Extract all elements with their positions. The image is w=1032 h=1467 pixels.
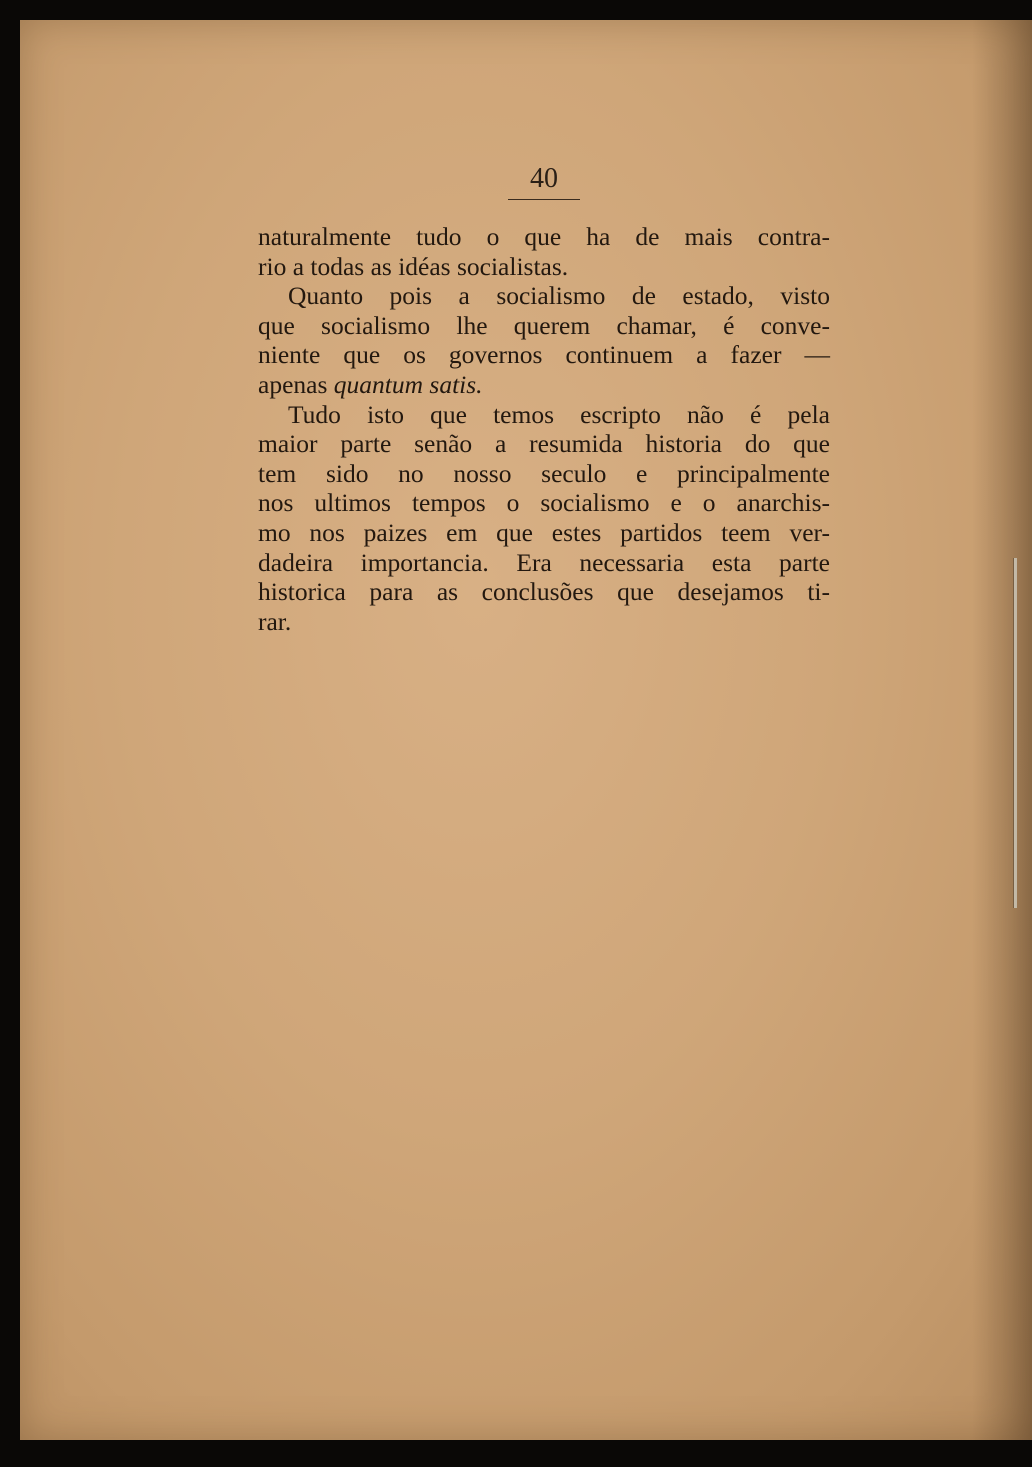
text-line: rio a todas as idéas socialistas. [258,251,569,281]
text-line: que socialismo lhe querem chamar, é conve- [258,310,830,340]
text-line: naturalmente tudo o que ha de mais contra- [258,222,830,251]
text-fragment: apenas [258,369,334,399]
text-line: Tudo isto que temos escripto não é pela [288,399,830,429]
text-line: niente que os governos continuem a fazer — [258,340,830,370]
page-number-rule [508,199,580,200]
text-line: nos ultimos tempos o socialismo e o anarchis- [258,488,830,518]
italic-phrase: quantum satis. [333,369,483,399]
body-text [258,222,830,636]
text-line: rar. [258,606,292,636]
text-line: dadeira importancia. Era necessaria esta parte [258,547,830,577]
text-line-mixed [258,370,830,400]
text-line: Quanto pois a socialismo de estado, visto [288,281,830,311]
text-line: maior parte senão a resumida historia do que [258,429,830,459]
text-line: historica para as conclusões que desejamos ti- [258,577,830,607]
text-line: mo nos paizes em que estes partidos teem ver- [258,517,830,547]
binding-thread [1013,558,1017,908]
page-number: 40 [530,163,558,194]
text-line: tem sido no nosso seculo e principalmente [258,458,830,488]
